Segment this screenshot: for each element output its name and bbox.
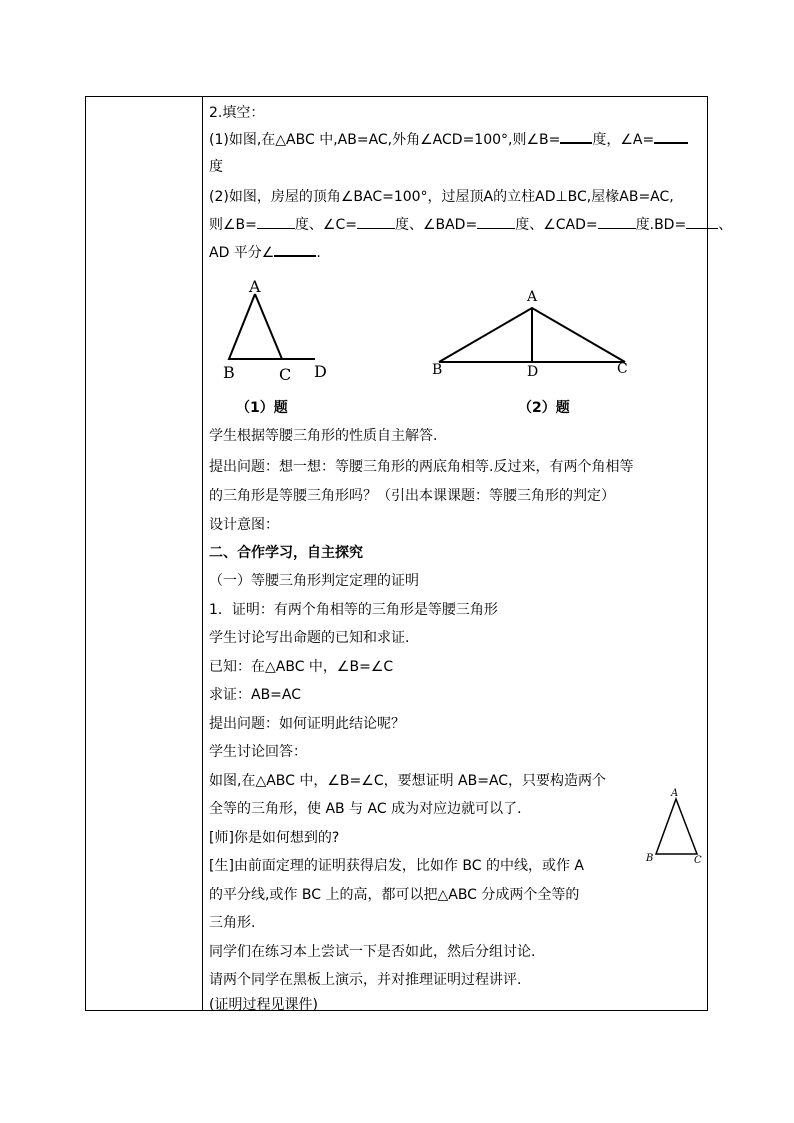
fill-in-heading: 2.填空： xyxy=(209,105,265,121)
answer-blank[interactable] xyxy=(274,243,316,257)
q2-part: 度、∠C= xyxy=(294,217,357,233)
q1-unit: 度，∠A= xyxy=(592,132,655,148)
figure-1-label-d: D xyxy=(314,362,327,381)
body-line: (证明过程见课件) xyxy=(209,997,318,1013)
body-line: 的平分线,或作 BC 上的高，都可以把△ABC 分成两个全等的 xyxy=(209,887,580,903)
body-line: 提出问题：想一想：等腰三角形的两底角相等.反过来，有两个角相等 xyxy=(209,459,634,475)
figure-1-label-c: C xyxy=(279,365,292,384)
body-line: 已知：在△ABC 中，∠B=∠C xyxy=(209,659,394,675)
question-2-line-3 xyxy=(209,243,321,263)
q2-part: 度.BD= xyxy=(635,217,687,233)
q2-part: 则∠B= xyxy=(209,217,257,233)
figure-3-label-c: C xyxy=(694,855,702,866)
question-1-line-1 xyxy=(209,130,688,150)
figure-2-house-roof xyxy=(425,285,640,380)
figure-1-label-b: B xyxy=(223,363,235,382)
figure-2-label-b: B xyxy=(432,362,443,378)
body-line: 学生讨论写出命题的已知和求证. xyxy=(209,630,410,646)
section-heading: 二、合作学习，自主探究 xyxy=(209,545,363,561)
answer-blank[interactable] xyxy=(654,130,688,144)
body-line: 请两个同学在黑板上演示，并对推理证明过程讲评. xyxy=(209,972,522,988)
figure-1-caption: （1）题 xyxy=(236,400,288,416)
answer-blank[interactable] xyxy=(257,216,295,229)
q1-text: (1)如图,在△ABC 中,AB=AC,外角∠ACD=100°,则∠B= xyxy=(209,132,561,148)
body-line: 学生讨论回答： xyxy=(209,744,307,760)
body-line: 提出问题：如何证明此结论呢？ xyxy=(209,716,405,732)
figure-3-label-b: B xyxy=(646,853,654,864)
answer-blank[interactable] xyxy=(598,216,636,229)
figure-3-triangle xyxy=(640,784,710,870)
answer-blank[interactable] xyxy=(357,216,395,229)
column-divider xyxy=(202,97,203,1010)
q2-part: . xyxy=(316,245,321,261)
body-line: 的三角形是等腰三角形吗？（引出本课课题：等腰三角形的判定） xyxy=(209,488,615,504)
figure-2-caption: （2）题 xyxy=(518,400,570,416)
answer-blank[interactable] xyxy=(477,216,515,229)
figure-2-label-a: A xyxy=(527,289,538,305)
answer-blank[interactable] xyxy=(686,216,718,229)
q2-part: 度、∠BAD= xyxy=(394,217,478,233)
figure-1-triangle xyxy=(215,278,345,388)
figure-2-label-c: C xyxy=(617,361,628,377)
answer-blank[interactable] xyxy=(560,130,592,144)
body-line: 求证：AB=AC xyxy=(209,687,302,703)
question-1-line-2: 度 xyxy=(209,159,223,175)
q2-part: 度、∠CAD= xyxy=(515,217,598,233)
figure-2-label-d: D xyxy=(527,364,539,380)
question-2-line-2 xyxy=(209,215,732,235)
figure-3-label-a: A xyxy=(671,788,679,799)
body-line: [师]你是如何想到的? xyxy=(209,830,340,846)
body-line: 学生根据等腰三角形的性质自主解答. xyxy=(209,428,438,444)
body-line: 设计意图： xyxy=(209,517,279,533)
lesson-table xyxy=(85,96,733,1013)
body-line: 如图,在△ABC 中，∠B=∠C，要想证明 AB=AC，只要构造两个 xyxy=(209,773,607,789)
question-2-line-1: (2)如图，房屋的顶角∠BAC=100°，过屋顶A的立柱AD⊥BC,屋椽AB=AC, xyxy=(209,189,674,205)
body-line: 三角形. xyxy=(209,915,256,931)
body-line: 同学们在练习本上尝试一下是否如此，然后分组讨论. xyxy=(209,944,536,960)
body-line: 全等的三角形，使 AB 与 AC 成为对应边就可以了. xyxy=(209,801,522,817)
q2-part: 、 xyxy=(718,217,733,233)
figure-1-label-a: A xyxy=(249,278,261,296)
q2-part: AD 平分∠ xyxy=(209,245,275,261)
body-line: 1．证明：有两个角相等的三角形是等腰三角形 xyxy=(209,602,498,618)
body-line: [生]由前面定理的证明获得启发，比如作 BC 的中线，或作 A xyxy=(209,858,584,874)
subsection-heading: （一）等腰三角形判定定理的证明 xyxy=(209,573,419,589)
